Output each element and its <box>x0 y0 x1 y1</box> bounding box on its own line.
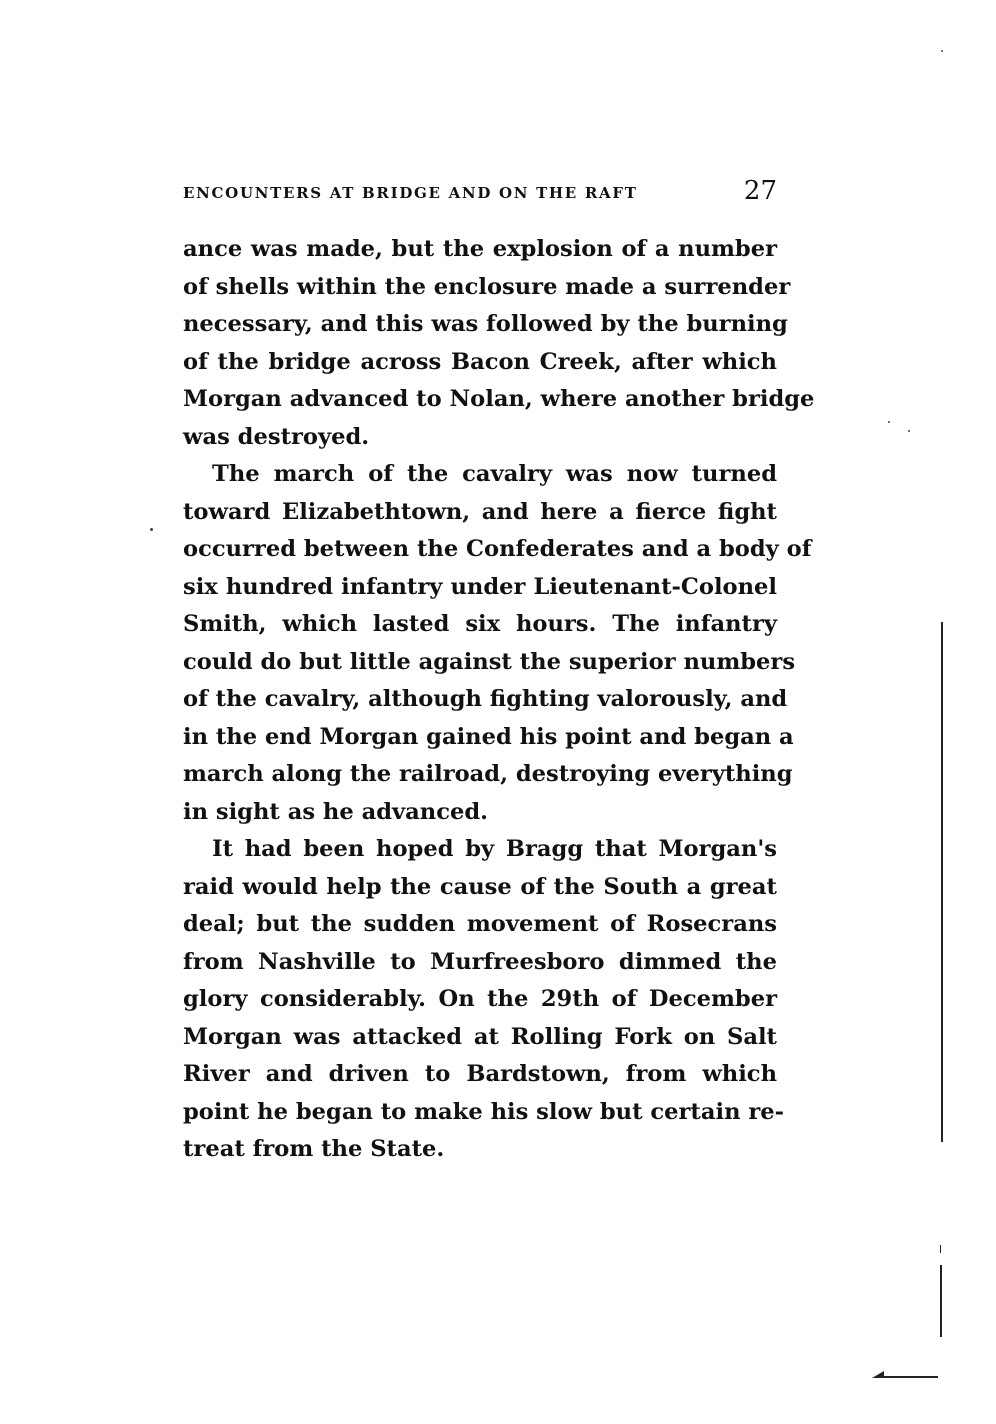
text-line: occurred between the Confederates and a body of <box>183 536 812 562</box>
text-line: toward Elizabethtown, and here a fierce fight <box>183 498 777 525</box>
text-line: of shells within the enclosure made a surrender <box>183 273 791 300</box>
scan-speck <box>941 50 943 52</box>
paragraph-1 <box>183 231 815 456</box>
text-line: was destroyed. <box>183 423 370 450</box>
text-line: Morgan advanced to Nolan, where another bridge <box>183 386 815 412</box>
scan-margin-rule <box>940 1265 942 1337</box>
text-line: It had been hoped by Bragg that Morgan's <box>212 836 777 862</box>
text-line: in the end Morgan gained his point and began a <box>183 723 794 750</box>
text-line: treat from the State. <box>183 1136 445 1162</box>
text-line: deal; but the sudden movement of Rosecrans <box>183 911 777 937</box>
text-line: ance was made, but the explosion of a number <box>183 236 777 262</box>
paragraph-3 <box>183 831 785 1169</box>
scan-speck <box>888 421 890 423</box>
text-line: of the cavalry, although fighting valorously, and <box>183 686 788 712</box>
text-line: point he began to make his slow but certain re- <box>183 1098 785 1125</box>
paragraph-2 <box>183 456 812 831</box>
text-line: could do but little against the superior numbers <box>183 648 796 675</box>
scan-corner-mark <box>872 1370 938 1378</box>
scan-margin-rule <box>941 622 943 1142</box>
text-line: raid would help the cause of the South a great <box>183 873 777 900</box>
text-line: River and driven to Bardstown, from which <box>183 1061 777 1087</box>
text-line: necessary, and this was followed by the burning <box>183 311 788 337</box>
text-line: of the bridge across Bacon Creek, after which <box>183 348 777 375</box>
text-line: march along the railroad, destroying everything <box>183 761 793 787</box>
text-line: The march of the cavalry was now turned <box>212 461 777 487</box>
text-line: from Nashville to Murfreesboro dimmed the <box>183 948 777 975</box>
text-line: in sight as he advanced. <box>183 798 489 825</box>
text-line: six hundred infantry under Lieutenant-Colonel <box>183 573 777 600</box>
running-head <box>183 178 777 208</box>
text-line: Smith, which lasted six hours. The infantry <box>183 611 777 637</box>
scan-speck <box>908 430 910 432</box>
scan-margin-rule <box>940 1245 941 1253</box>
running-title: ENCOUNTERS AT BRIDGE AND ON THE RAFT <box>183 184 638 202</box>
text-line: Morgan was attacked at Rolling Fork on Salt <box>183 1023 777 1050</box>
body-text <box>183 231 815 1169</box>
text-line: glory considerably. On the 29th of December <box>183 986 777 1012</box>
page-number: 27 <box>743 176 777 206</box>
scan-speck <box>150 528 153 531</box>
